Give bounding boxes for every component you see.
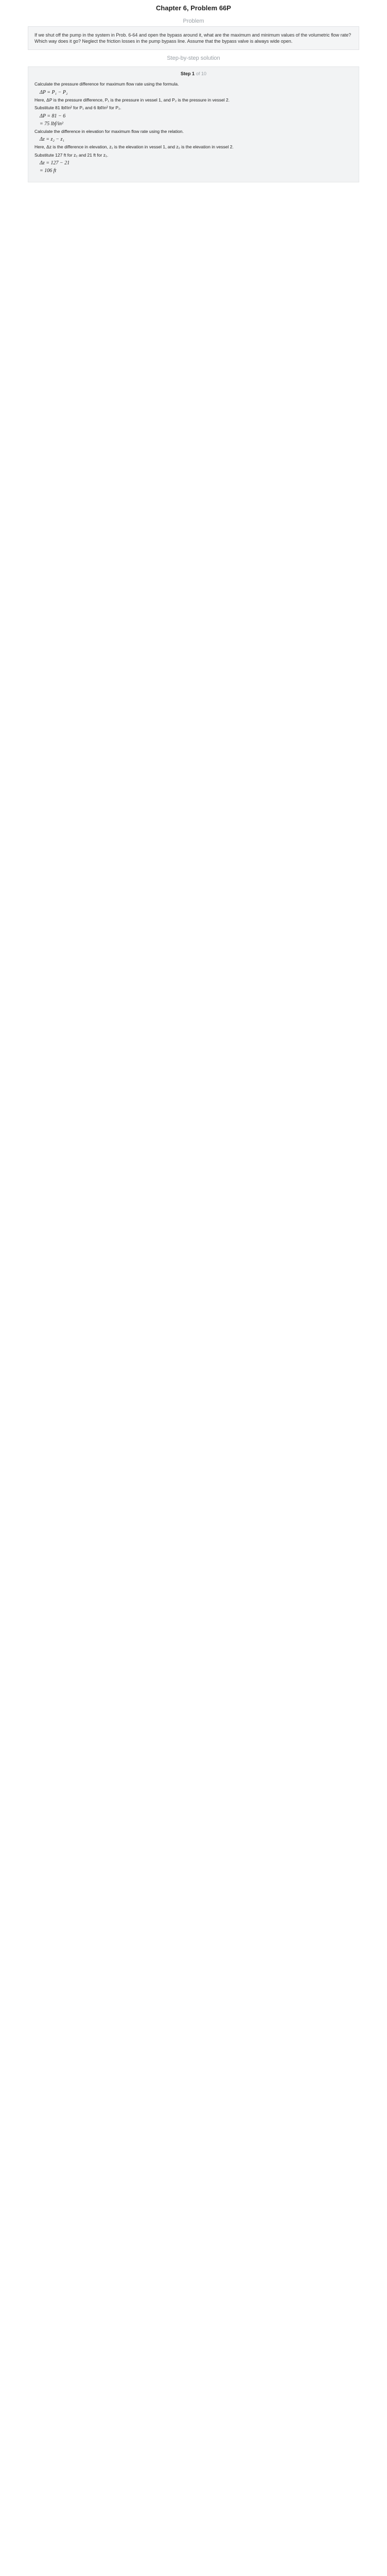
step-1-eq-6: = 106 ft [40,168,57,174]
problem-statement: If we shut off the pump in the system in Prob. 6-64 and open the bypass around it, what are the maximum and minimum values of the volumetric flow rate? Which way does it go? Neglect the friction losses in the pump bypass line. Assume that the bypass valve is always wide open. [28,26,359,50]
step-1-text-2: Here, ΔP is the pressure difference, P₁ is the pressure in vessel 1, and P₂ is the pressure in vessel 2. [34,97,230,103]
step-1-text-4: Calculate the difference in elevation for maximum flow rate using the relation. [34,128,184,134]
page-title: Chapter 6, Problem 66P [156,4,231,12]
problem-section-label: Problem [183,18,204,24]
step-1-label: Step 1 [180,71,195,77]
step-1-text-3: Substitute 81 lbf/in² for P₁ and 6 lbf/in² for P₂. [34,105,121,111]
solution-section-label: Step-by-step solution [167,55,220,62]
step-1 [28,66,359,182]
step-1-text-5: Here, Δz is the difference in elevation, z₁ is the elevation in vessel 1, and z₂ is the elevation in vessel 2. [34,144,234,150]
step-1-text-6: Substitute 127 ft for z₂ and 21 ft for z₁. [34,152,109,158]
step-1-total: of 10 [196,71,207,77]
step-1-eq-1: ΔP = P₁ − P₂ [40,89,68,95]
step-1-eq-5: Δz = 127 − 21 [40,160,70,166]
step-1-title [34,71,353,76]
step-1-eq-2: ΔP = 81 − 6 [40,113,66,119]
step-1-eq-4: Δz = z₂ − z₁ [40,137,64,143]
step-1-text-1: Calculate the pressure difference for maximum flow rate using the formula. [34,81,179,87]
step-1-eq-3: = 75 lbf/in² [40,121,63,127]
